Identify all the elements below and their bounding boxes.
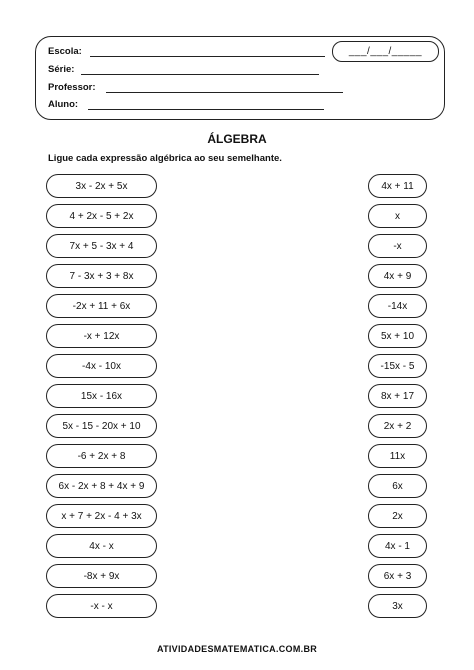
student-info-box xyxy=(35,36,445,120)
grade-field-line[interactable] xyxy=(81,74,319,75)
right-expression-pill[interactable]: 6x xyxy=(368,474,427,498)
school-field-line[interactable] xyxy=(90,56,325,57)
right-expression-pill[interactable]: 11x xyxy=(368,444,427,468)
left-expression-pill[interactable]: 15x - 16x xyxy=(46,384,157,408)
right-expression-pill[interactable]: 3x xyxy=(368,594,427,618)
left-expression-pill[interactable]: 5x - 15 - 20x + 10 xyxy=(46,414,157,438)
teacher-field-line[interactable] xyxy=(106,92,343,93)
left-expression-pill[interactable]: 3x - 2x + 5x xyxy=(46,174,157,198)
left-expression-pill[interactable]: -4x - 10x xyxy=(46,354,157,378)
right-expression-pill[interactable]: -x xyxy=(368,234,427,258)
left-expression-pill[interactable]: x + 7 + 2x - 4 + 3x xyxy=(46,504,157,528)
right-expression-pill[interactable]: 6x + 3 xyxy=(368,564,427,588)
left-expression-pill[interactable]: -x + 12x xyxy=(46,324,157,348)
page-title: ÁLGEBRA xyxy=(207,132,267,146)
right-expression-pill[interactable]: 2x + 2 xyxy=(368,414,427,438)
right-expression-pill[interactable]: -14x xyxy=(368,294,427,318)
left-expression-pill[interactable]: -8x + 9x xyxy=(46,564,157,588)
instruction-text: Ligue cada expressão algébrica ao seu semelhante. xyxy=(48,153,282,164)
date-field[interactable]: ___/___/_____ xyxy=(332,41,439,62)
right-expression-pill[interactable]: 4x - 1 xyxy=(368,534,427,558)
right-expression-pill[interactable]: 5x + 10 xyxy=(368,324,427,348)
left-expression-pill[interactable]: 4 + 2x - 5 + 2x xyxy=(46,204,157,228)
left-expression-pill[interactable]: 4x - x xyxy=(46,534,157,558)
right-expression-pill[interactable]: x xyxy=(368,204,427,228)
left-expression-pill[interactable]: -x - x xyxy=(46,594,157,618)
school-label: Escola: xyxy=(48,46,82,57)
right-expression-pill[interactable]: 4x + 9 xyxy=(368,264,427,288)
left-expression-pill[interactable]: 7x + 5 - 3x + 4 xyxy=(46,234,157,258)
left-expression-pill[interactable]: -6 + 2x + 8 xyxy=(46,444,157,468)
right-expression-pill[interactable]: 2x xyxy=(368,504,427,528)
footer-website: ATIVIDADESMATEMATICA.COM.BR xyxy=(156,644,318,654)
right-expression-pill[interactable]: 4x + 11 xyxy=(368,174,427,198)
right-expression-pill[interactable]: -15x - 5 xyxy=(368,354,427,378)
grade-label: Série: xyxy=(48,64,75,75)
teacher-label: Professor: xyxy=(48,82,96,93)
left-expression-pill[interactable]: -2x + 11 + 6x xyxy=(46,294,157,318)
student-field-line[interactable] xyxy=(88,109,324,110)
left-expression-pill[interactable]: 7 - 3x + 3 + 8x xyxy=(46,264,157,288)
student-label: Aluno: xyxy=(48,99,79,110)
left-expression-pill[interactable]: 6x - 2x + 8 + 4x + 9 xyxy=(46,474,157,498)
right-expression-pill[interactable]: 8x + 17 xyxy=(368,384,427,408)
